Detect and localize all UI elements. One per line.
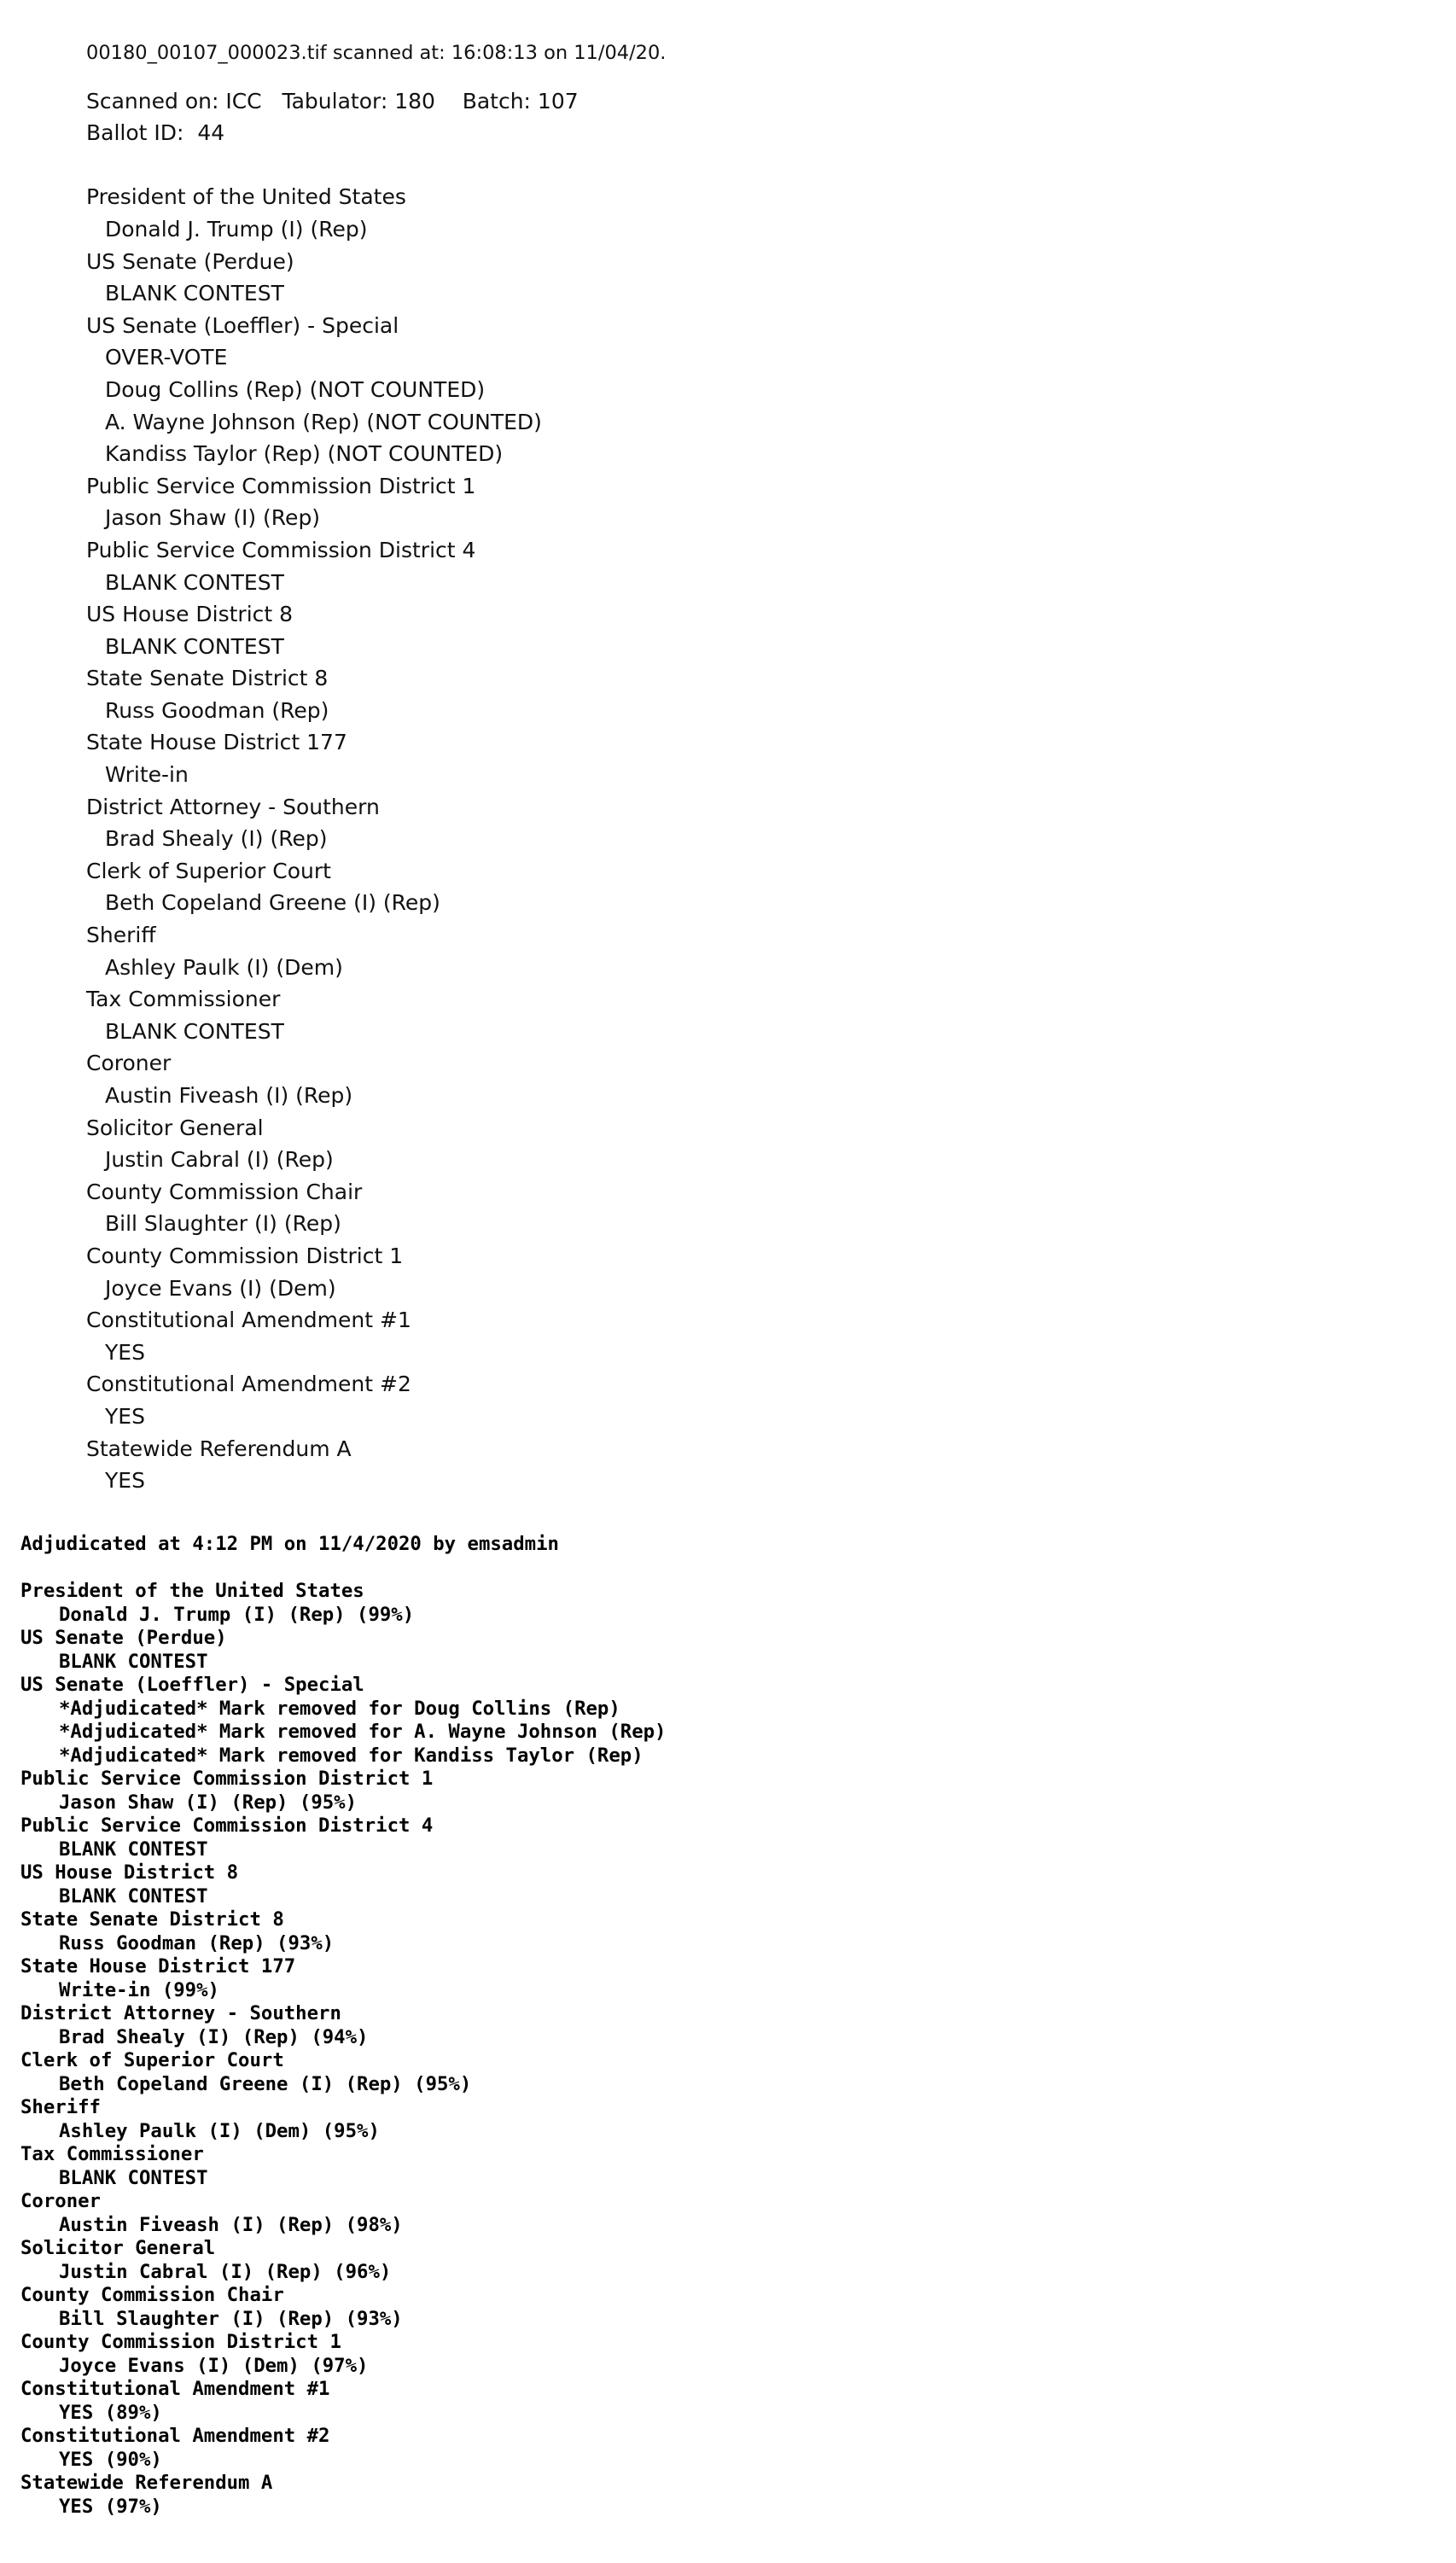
scan-contest-selection: Austin Fiveash (I) (Rep) [105, 1083, 353, 1108]
scan-contest-selection: Joyce Evans (I) (Dem) [105, 1275, 336, 1301]
scan-contest [86, 310, 666, 470]
adjudication-contest-title: Public Service Commission District 1 [20, 1768, 434, 1790]
scan-meta-tabulator-line: Scanned on: ICC Tabulator: 180 Batch: 107 [86, 88, 579, 114]
scan-contest-title: Clerk of Superior Court [86, 858, 331, 883]
scan-contest [86, 1176, 666, 1240]
adjudication-contest-title: State Senate District 8 [20, 1908, 284, 1931]
scan-contest [86, 1304, 666, 1368]
adjudication-contest-selection: Jason Shaw (I) (Rep) (95%) [59, 1791, 358, 1814]
adjudication-contest-selection: YES (89%) [59, 2401, 162, 2424]
scan-contest [86, 598, 666, 662]
adjudication-contest-title: Coroner [20, 2190, 101, 2212]
adjudication-contest-title: Statewide Referendum A [20, 2472, 273, 2494]
scan-contest-title: Constitutional Amendment #2 [86, 1372, 411, 1397]
scan-contest [86, 181, 666, 245]
scan-contest-title: State House District 177 [86, 730, 347, 755]
adjudication-contest [20, 2190, 666, 2237]
scan-contest [86, 983, 666, 1047]
scan-contest-selection: A. Wayne Johnson (Rep) (NOT COUNTED) [105, 409, 542, 434]
scan-contest-title: Tax Commissioner [86, 987, 281, 1012]
adjudication-contest-selection: YES (97%) [59, 2495, 162, 2518]
adjudication-contest [20, 2472, 666, 2519]
adjudication-contest-title: District Attorney - Southern [20, 2002, 341, 2024]
adjudication-contest [20, 2237, 666, 2284]
adjudication-contest-title: Constitutional Amendment #2 [20, 2425, 330, 2447]
adjudication-contest-selection: Ashley Paulk (I) (Dem) (95%) [59, 2119, 380, 2142]
adjudication-contest-title: Public Service Commission District 4 [20, 1814, 434, 1837]
scan-contest [86, 246, 666, 310]
adjudication-contest [20, 2331, 666, 2378]
scan-contest [86, 855, 666, 919]
scan-contest [86, 1240, 666, 1304]
scan-contest-selection: Write-in [105, 762, 189, 788]
scan-contest-selection: BLANK CONTEST [105, 281, 284, 306]
scan-contest-title: Coroner [86, 1051, 172, 1076]
adjudication-contest-selection: BLANK CONTEST [59, 1884, 208, 1908]
scan-contest-list [86, 181, 666, 1496]
adjudication-contest-selection: BLANK CONTEST [59, 1650, 208, 1673]
adjudication-contest-selection: Beth Copeland Greene (I) (Rep) (95%) [59, 2072, 472, 2095]
adjudication-contest-selection: *Adjudicated* Mark removed for Doug Collins (Rep) [59, 1697, 620, 1720]
scan-contest-title: President of the United States [86, 184, 406, 210]
adjudication-contest-title: State House District 177 [20, 1955, 296, 1978]
scan-meta [86, 85, 666, 149]
scan-contest-title: County Commission District 1 [86, 1243, 404, 1268]
adjudication-contest-title: Clerk of Superior Court [20, 2049, 284, 2071]
scan-contest-title: Solicitor General [86, 1115, 264, 1140]
adjudication-contest [20, 2143, 666, 2190]
adjudication-record [20, 1533, 666, 2519]
scan-header: 00180_00107_000023.tif scanned at: 16:08:13 on 11/04/20. [86, 42, 667, 64]
scan-contest-selection: BLANK CONTEST [105, 569, 284, 595]
scan-contest-selection: YES [105, 1468, 145, 1494]
adjudication-contest-title: Sheriff [20, 2096, 101, 2118]
scan-contest-title: Statewide Referendum A [86, 1436, 352, 1461]
scan-contest-selection: BLANK CONTEST [105, 1018, 284, 1044]
adjudication-contest-selection: Russ Goodman (Rep) (93%) [59, 1931, 335, 1954]
scan-contest [86, 1112, 666, 1176]
scan-contest-selection: Russ Goodman (Rep) [105, 697, 329, 723]
scan-contest-selection: Kandiss Taylor (Rep) (NOT COUNTED) [105, 441, 504, 467]
scan-contest-title: Constitutional Amendment #1 [86, 1308, 411, 1333]
adjudication-contest-selection: Justin Cabral (I) (Rep) (96%) [59, 2260, 392, 2283]
scan-contest-title: Public Service Commission District 1 [86, 473, 476, 498]
adjudication-contest-title: President of the United States [20, 1580, 364, 1602]
scan-contest-selection: Bill Slaughter (I) (Rep) [105, 1211, 341, 1237]
scan-contest-selection: Donald J. Trump (I) (Rep) [105, 216, 368, 242]
adjudication-contest [20, 1627, 666, 1674]
adjudication-contest-selection: BLANK CONTEST [59, 1838, 208, 1861]
adjudication-contest [20, 1674, 666, 1768]
adjudication-contest [20, 2096, 666, 2143]
scan-contest [86, 662, 666, 726]
adjudication-contest [20, 2002, 666, 2049]
adjudication-contest-selection: YES (90%) [59, 2448, 162, 2471]
scan-meta-ballot-id-line: Ballot ID: 44 [86, 120, 225, 146]
scan-contest [86, 534, 666, 598]
adjudication-contest [20, 1580, 666, 1627]
scan-contest-title: District Attorney - Southern [86, 794, 380, 819]
scan-contest [86, 1047, 666, 1111]
scan-contest-title: US Senate (Perdue) [86, 248, 294, 274]
scan-contest-title: State Senate District 8 [86, 666, 329, 691]
adjudication-contest-list [20, 1580, 666, 2519]
scan-contest-selection: OVER-VOTE [105, 345, 228, 370]
adjudication-contest [20, 1768, 666, 1814]
scan-contest [86, 470, 666, 534]
adjudication-contest [20, 2049, 666, 2096]
adjudication-contest-selection: Brad Shealy (I) (Rep) (94%) [59, 2025, 369, 2048]
scan-contest-title: Sheriff [86, 923, 156, 948]
scan-contest-selection: Jason Shaw (I) (Rep) [105, 505, 321, 531]
adjudication-contest-title: Solicitor General [20, 2237, 216, 2259]
scan-contest-title: US Senate (Loeffler) - Special [86, 312, 399, 338]
adjudication-contest-selection: Bill Slaughter (I) (Rep) (93%) [59, 2307, 403, 2330]
scan-contest-title: US House District 8 [86, 602, 294, 627]
scan-contest-selection: Ashley Paulk (I) (Dem) [105, 954, 343, 980]
adjudication-contest-title: Tax Commissioner [20, 2143, 204, 2165]
adjudication-header: Adjudicated at 4:12 PM on 11/4/2020 by emsadmin [20, 1533, 559, 1555]
adjudication-contest-title: US Senate (Perdue) [20, 1627, 227, 1649]
adjudication-contest-selection: Joyce Evans (I) (Dem) (97%) [59, 2354, 369, 2377]
adjudication-contest-selection: Write-in (99%) [59, 1978, 219, 2001]
adjudication-contest [20, 1814, 666, 1861]
adjudication-contest-selection: BLANK CONTEST [59, 2166, 208, 2189]
scan-contest-selection: Justin Cabral (I) (Rep) [105, 1147, 334, 1173]
adjudication-contest-title: County Commission Chair [20, 2284, 284, 2306]
adjudication-contest-title: County Commission District 1 [20, 2331, 341, 2353]
adjudication-contest-title: US Senate (Loeffler) - Special [20, 1674, 364, 1696]
adjudication-contest-selection: *Adjudicated* Mark removed for A. Wayne Johnson (Rep) [59, 1721, 667, 1743]
adjudication-contest [20, 2284, 666, 2331]
adjudication-contest [20, 2378, 666, 2425]
scan-contest-selection: YES [105, 1403, 145, 1429]
scan-contest-title: Public Service Commission District 4 [86, 537, 476, 562]
adjudication-contest-selection: *Adjudicated* Mark removed for Kandiss Taylor (Rep) [59, 1744, 644, 1767]
adjudication-contest [20, 1955, 666, 2002]
scan-contest [86, 1368, 666, 1432]
scan-contest-selection: YES [105, 1339, 145, 1365]
scan-contest-title: County Commission Chair [86, 1179, 363, 1204]
adjudication-contest [20, 2425, 666, 2472]
scan-contest [86, 1433, 666, 1497]
scan-contest [86, 791, 666, 855]
scan-contest [86, 726, 666, 790]
adjudication-contest [20, 1908, 666, 1955]
adjudication-contest-selection: Austin Fiveash (I) (Rep) (98%) [59, 2213, 403, 2236]
scan-record [86, 38, 666, 1497]
scan-contest-selection: Brad Shealy (I) (Rep) [105, 826, 328, 852]
scan-contest-selection: BLANK CONTEST [105, 633, 284, 659]
scan-contest-selection: Doug Collins (Rep) (NOT COUNTED) [105, 376, 486, 402]
scan-contest [86, 919, 666, 983]
adjudication-contest-title: US House District 8 [20, 1861, 239, 1884]
adjudication-contest-selection: Donald J. Trump (I) (Rep) (99%) [59, 1603, 415, 1626]
scan-contest-selection: Beth Copeland Greene (I) (Rep) [105, 890, 440, 916]
adjudication-contest [20, 1861, 666, 1908]
adjudication-contest-title: Constitutional Amendment #1 [20, 2378, 330, 2400]
